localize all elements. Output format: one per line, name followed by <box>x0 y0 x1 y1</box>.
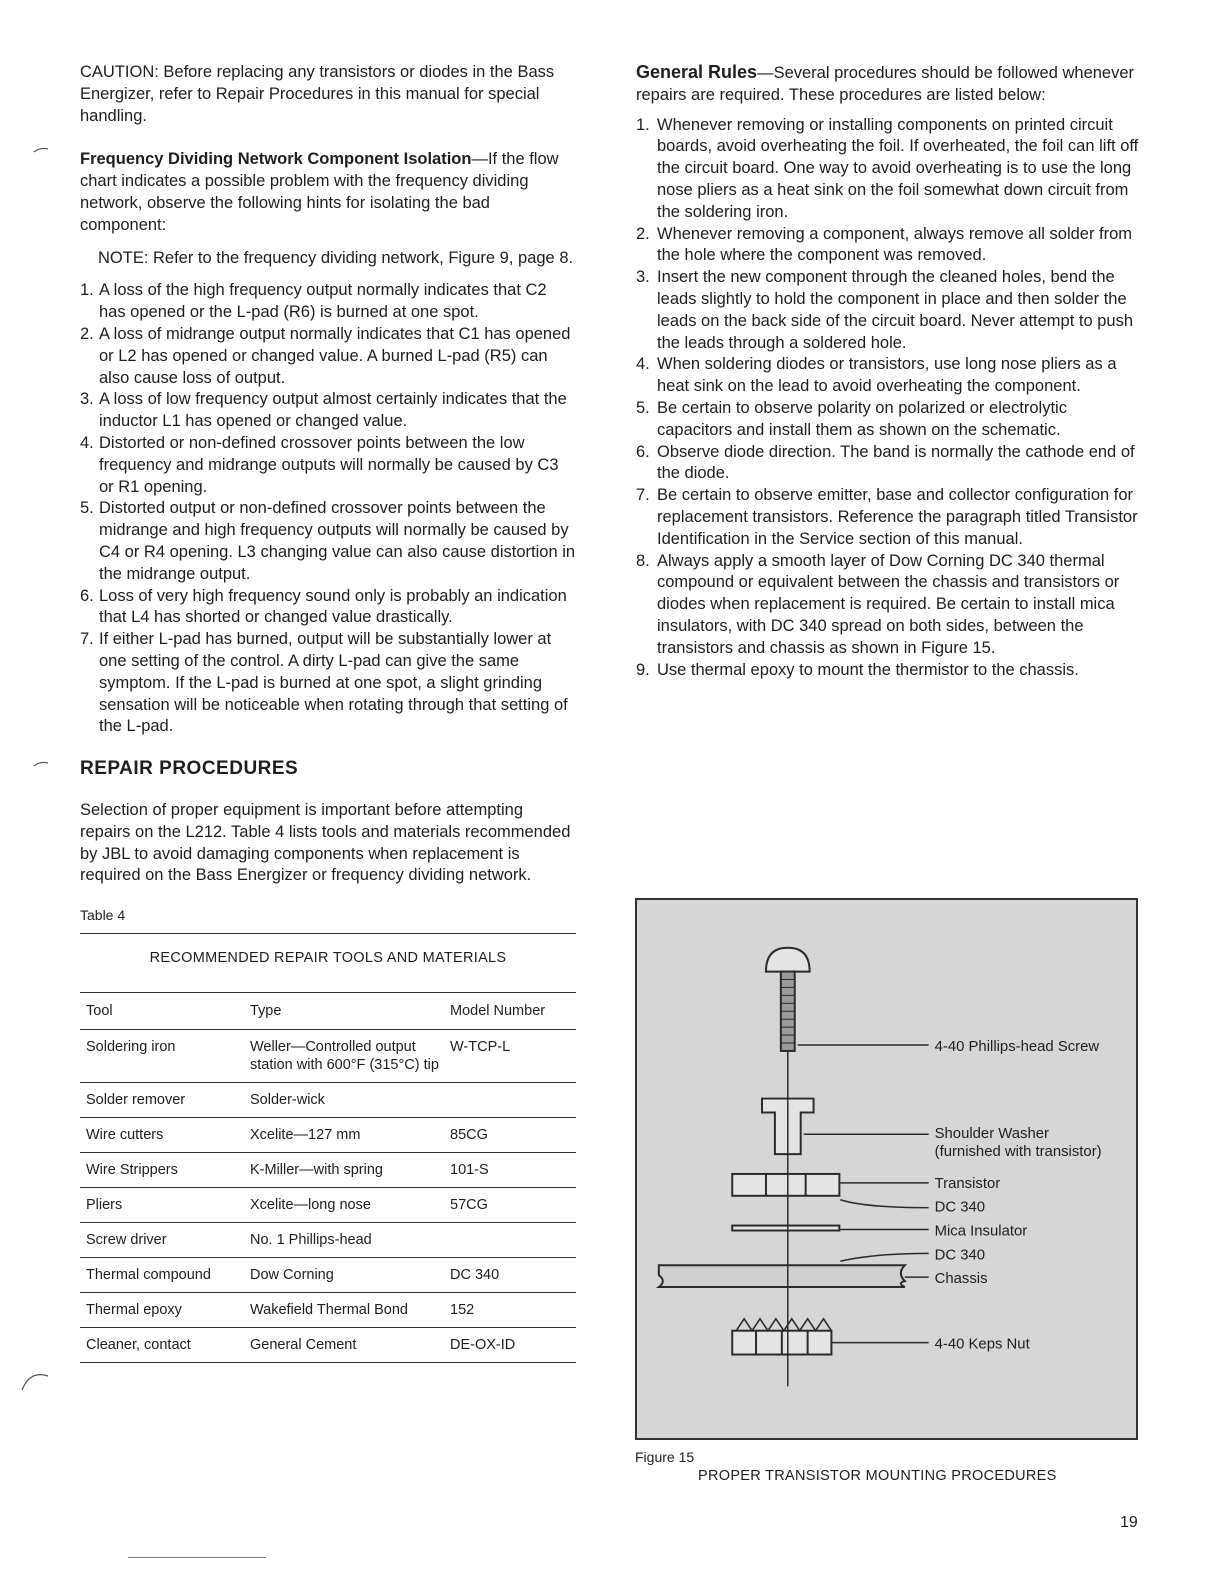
right-column <box>636 62 1144 681</box>
mica-insulator <box>732 1226 839 1231</box>
label-mica-insulator: Mica Insulator <box>934 1223 1028 1240</box>
fdn-intro: —If the flow chart indicates a possible problem with the frequency dividing network, observe the following hints for isolating the bad component: <box>80 150 559 234</box>
transistor-body <box>732 1174 839 1196</box>
figure-15 <box>635 898 1138 1440</box>
rules-heading: General Rules <box>636 62 758 82</box>
page-number: 19 <box>1120 1514 1138 1531</box>
table-header-row <box>80 992 576 1029</box>
list-item: 9. Use thermal epoxy to mount the thermistor to the chassis. <box>636 660 1079 679</box>
figure-title: PROPER TRANSISTOR MOUNTING PROCEDURES <box>698 1468 1057 1484</box>
repair-heading: REPAIR PROCEDURES <box>80 758 299 780</box>
table-row: Pliers Xcelite—long nose 57CG <box>80 1187 576 1222</box>
margin-mark <box>20 1368 50 1392</box>
label-transistor: Transistor <box>934 1175 1001 1192</box>
repair-paragraph: Selection of proper equipment is important before attempting repairs on the L212. Table 4 lists tools and materials recommended by JBL to avoid damaging components when replacement is required on the Bass Energizer or frequency dividing network. <box>80 800 571 885</box>
list-item: 2. Whenever removing a component, always remove all solder from the hole where the component was removed. <box>636 224 1133 265</box>
label-dc340-b: DC 340 <box>934 1247 986 1264</box>
table-header: Type <box>244 992 444 1029</box>
table-row: Wire cutters Xcelite—127 mm 85CG <box>80 1117 576 1152</box>
label-shoulder-washer: Shoulder Washer <box>934 1126 1049 1143</box>
label-chassis: Chassis <box>934 1271 988 1288</box>
fdn-heading: Frequency Dividing Network Component Isolation <box>80 150 472 169</box>
list-item: 5. Distorted output or non-defined crossover points between the midrange and high frequency outputs will normally be caused by C4 or R4 opening. L3 changing value can also cause distortion in the midrange output. <box>80 499 576 583</box>
table-header: Tool <box>80 992 244 1029</box>
table-caption: Table 4 <box>80 907 126 924</box>
list-item: 3. Insert the new component through the cleaned holes, bend the leads slightly to hold the component in place and then solder the leads on the back side of the circuit board. Never attempt to push the leads through a soldered hole. <box>636 268 1134 352</box>
list-item: 6. Observe diode direction. The band is normally the cathode end of the diode. <box>636 442 1135 483</box>
label-screw: 4-40 Phillips-head Screw <box>934 1038 1100 1055</box>
rules-list <box>636 115 1144 682</box>
table-header: Model Number <box>444 992 576 1029</box>
label-keps-nut: 4-40 Keps Nut <box>934 1336 1030 1353</box>
list-item: 6. Loss of very high frequency sound only is probably an indication that L4 has shorted or changed value drastically. <box>80 586 567 627</box>
label-dc340-a: DC 340 <box>934 1199 986 1216</box>
chassis-plate <box>659 1265 905 1287</box>
rules-intro: —Several procedures should be followed whenever repairs are required. These procedures are listed below: <box>636 64 1135 104</box>
table-row: Thermal epoxy Wakefield Thermal Bond 152 <box>80 1292 576 1327</box>
table-row: Wire Strippers K-Miller—with spring 101-S <box>80 1152 576 1187</box>
caution-paragraph: CAUTION: Before replacing any transistors or diodes in the Bass Energizer, refer to Repair Procedures in this manual for special handling. <box>80 63 555 125</box>
list-item: 7. Be certain to observe emitter, base and collector configuration for replacement transistors. Reference the paragraph titled Transistor Identification in the Service section of this manual. <box>636 486 1138 548</box>
left-column <box>80 62 576 1363</box>
list-item: 8. Always apply a smooth layer of Dow Corning DC 340 thermal compound or equivalent between the chassis and transistors or diodes when replacement is required. Be certain to install mica insulators, with DC 340 spread on both sides, between the transistors and chassis as shown in Figure 15. <box>636 551 1120 657</box>
list-item: 7. If either L-pad has burned, output will be substantially lower at one setting of the control. A dirty L-pad can give the same symptom. If the L-pad is burned at one spot, a slight grinding sensation will be noticeable when rotating through that setting of the L-pad. <box>80 630 568 736</box>
table-row: Cleaner, contact General Cement DE-OX-ID <box>80 1327 576 1362</box>
tools-table <box>80 992 576 1363</box>
list-item: 1. A loss of the high frequency output normally indicates that C2 has opened or the L-pad (R6) is burned at one spot. <box>80 281 547 322</box>
list-item: 3. A loss of low frequency output almost certainly indicates that the inductor L1 has opened or changed value. <box>80 390 567 431</box>
bottom-rule <box>128 1557 266 1558</box>
list-item: 1. Whenever removing or installing components on printed circuit boards, avoid overheating the foil. If overheated, the foil can lift off the circuit board. One way to avoid overheating is to use the long nose pliers as a heat sink on the foil somewhat down circuit from the soldering iron. <box>636 115 1139 221</box>
fdn-list <box>80 280 576 738</box>
table-row: Solder remover Solder-wick <box>80 1082 576 1117</box>
table-title: RECOMMENDED REPAIR TOOLS AND MATERIALS <box>80 933 576 992</box>
label-shoulder-washer-note: (furnished with transistor) <box>934 1144 1102 1161</box>
margin-mark <box>32 760 52 768</box>
table-row: Soldering iron Weller—Controlled output station with 600°F (315°C) tip W-TCP-L <box>80 1029 576 1082</box>
list-item: 5. Be certain to observe polarity on polarized or electrolytic capacitors and install them as shown on the schematic. <box>636 398 1067 439</box>
list-item: 2. A loss of midrange output normally indicates that C1 has opened or L2 has opened or changed value. A burned L-pad (R5) can also cause loss of output. <box>80 324 571 387</box>
list-item: 4. Distorted or non-defined crossover points between the low frequency and midrange outputs will normally be caused by C3 or R1 opening. <box>80 433 559 496</box>
fdn-note: NOTE: Refer to the frequency dividing network, Figure 9, page 8. <box>98 248 574 267</box>
figure-caption: Figure 15 <box>635 1449 695 1465</box>
screw-head <box>766 948 810 972</box>
table-row: Screw driver No. 1 Phillips-head <box>80 1222 576 1257</box>
table-row: Thermal compound Dow Corning DC 340 <box>80 1257 576 1292</box>
transistor-mounting-diagram <box>637 900 1136 1438</box>
rules-paragraph <box>636 62 1144 107</box>
margin-mark <box>32 146 52 154</box>
list-item: 4. When soldering diodes or transistors, use long nose pliers as a heat sink on the lead to avoid overheating the component. <box>636 355 1117 396</box>
fdn-paragraph <box>80 149 576 236</box>
